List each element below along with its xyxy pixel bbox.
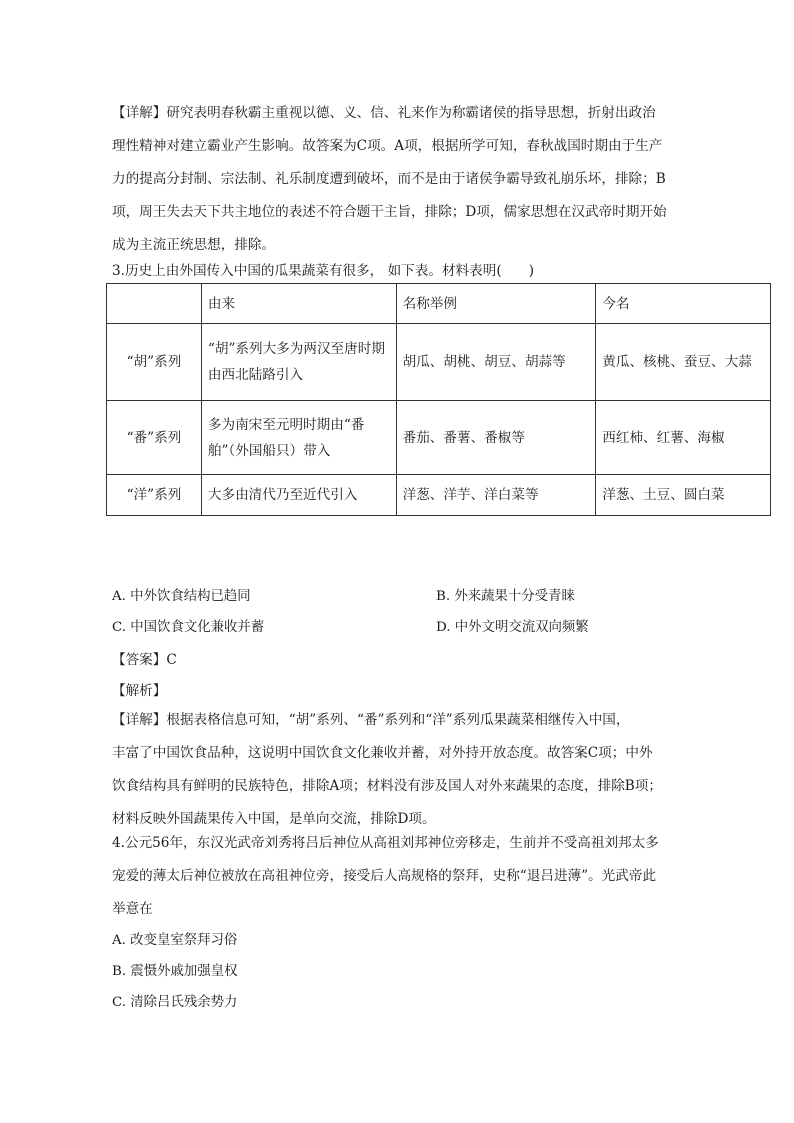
option-c: C. 中国饮食文化兼收并蓄 (112, 620, 265, 635)
table-cell: 西红柿、红薯、海椒 (596, 401, 771, 475)
table-cell: 大多由清代乃至近代引入 (201, 475, 396, 516)
table-cell: 洋葱、洋芋、洋白菜等 (396, 475, 596, 516)
table-header-cell: 由来 (201, 284, 396, 324)
text-line: 【详解】根据表格信息可知，“胡”系列、“番”系列和“洋”系列瓜果蔬菜相继传入中国， (112, 712, 630, 728)
option-b: B. 震慑外戚加强皇权 (112, 964, 238, 979)
table-row (107, 324, 771, 401)
option-b: B. 外来蔬果十分受青睐 (436, 589, 575, 604)
table-cell: “胡”系列 (107, 324, 202, 401)
table-header-cell (107, 284, 202, 324)
answer-label: 【答案】C (112, 652, 177, 668)
text-line: 饮食结构具有鲜明的民族特色，排除A项；材料没有涉及国人对外来蔬果的态度，排除B项； (112, 778, 662, 794)
option-a: A. 改变皇室祭拜习俗 (112, 933, 238, 948)
text-line: 4.公元56年，东汉光武帝刘秀将吕后神位从高祖刘邦神位旁移走，生前并不受高祖刘邦太多 (112, 835, 659, 851)
question-3-stem: 3.历史上由外国传入中国的瓜果蔬菜有很多， 如下表。材料表明( ) (112, 263, 535, 279)
table-cell: 多为南宋至元明时期由“番舶”（外国船只）带入 (201, 401, 396, 475)
option-c: C. 清除吕氏残余势力 (112, 995, 238, 1010)
table-cell: 黄瓜、核桃、蚕豆、大蒜 (596, 324, 771, 401)
previous-explanation (112, 97, 687, 262)
table-header-row (107, 284, 771, 324)
table-cell: “胡”系列大多为两汉至唐时期由西北陆路引入 (201, 324, 396, 401)
question-4-stem (112, 827, 687, 926)
text-line: 丰富了中国饮食品种，这说明中国饮食文化兼收并蓄，对外持开放态度。故答案C项；中外 (112, 745, 653, 761)
table-cell: “番”系列 (107, 401, 202, 475)
table-cell: 洋葱、土豆、圆白菜 (596, 475, 771, 516)
option-a: A. 中外饮食结构已趋同 (112, 589, 251, 604)
text-line: 理性精神对建立霸业产生影响。故答案为C项。A项，根据所学可知，春秋战国时期由于生产 (112, 138, 663, 154)
table-row (107, 475, 771, 516)
origin-table (106, 283, 771, 516)
text-line: 材料反映外国蔬果传入中国，是单向交流，排除D项。 (112, 811, 436, 827)
text-line: 成为主流正统思想，排除。 (112, 237, 276, 253)
text-line: 宠爱的薄太后神位被放在高祖神位旁，接受后人高规格的祭拜，史称“退吕进薄”。光武帝此 (112, 868, 657, 884)
question-3-explanation (112, 704, 687, 836)
analysis-label: 【解析】 (112, 683, 167, 699)
text-line: 【详解】研究表明春秋霸主重视以德、义、信、礼来作为称霸诸侯的指导思想，折射出政治 (112, 105, 656, 121)
table-cell: 番茄、番薯、番椒等 (396, 401, 596, 475)
option-d: D. 中外文明交流双向频繁 (436, 620, 589, 635)
table-row (107, 401, 771, 475)
text-line: 项，周王失去天下共主地位的表述不符合题干主旨，排除；D项，儒家思想在汉武帝时期开始 (112, 204, 667, 220)
table-header-cell: 名称举例 (396, 284, 596, 324)
table-header-cell: 今名 (596, 284, 771, 324)
text-line: 举意在 (112, 901, 153, 917)
table-cell: “洋”系列 (107, 475, 202, 516)
table-cell: 胡瓜、胡桃、胡豆、胡蒜等 (396, 324, 596, 401)
text-line: 力的提高分封制、宗法制、礼乐制度遭到破坏，而不是由于诸侯争霸导致礼崩乐坏，排除；B (112, 171, 666, 187)
